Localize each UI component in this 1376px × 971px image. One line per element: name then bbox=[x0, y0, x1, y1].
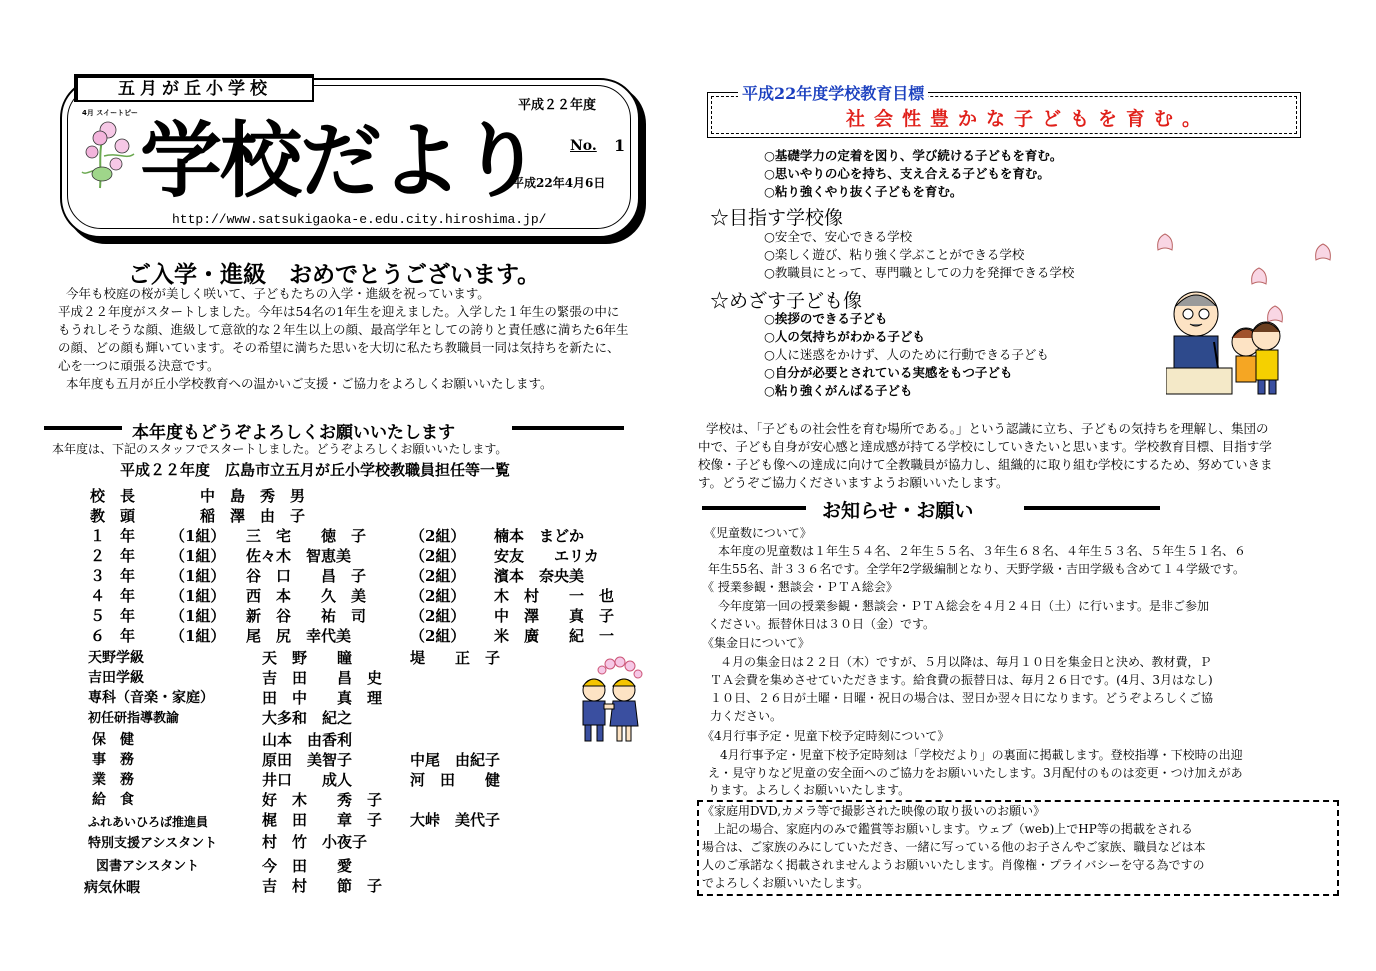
greeting-line: の顔、どの顔も輝いています。その希望に満ちた思いを大切に私たち教職員一同は気持ちを新たに、 bbox=[58, 340, 620, 355]
class-label: （2組） bbox=[410, 607, 466, 625]
issue-date: 平成22年4月6日 bbox=[512, 176, 606, 190]
goal-heading: 平成22年度学校教育目標 bbox=[738, 81, 928, 104]
grade-label: １ 年 bbox=[90, 527, 136, 545]
notice-line: え・見守りなど児童の安全面へのご協力をお願いいたします。3月配付のものは変更・つけ加えがあ bbox=[708, 766, 1243, 780]
school-url: http://www.satsukigaoka-e.edu.city.hiroshima.jp/ bbox=[172, 212, 547, 227]
teacher-name: 三 宅 徳 子 bbox=[246, 527, 367, 545]
notice-line: 今年度第一回の授業参観・懇談会・ＰＴＡ総会を４月２４日（土）に行います。是非ご参加 bbox=[706, 599, 1210, 613]
principal-illustration bbox=[1166, 282, 1286, 398]
staff-name: 田 中 真 理 bbox=[262, 689, 383, 707]
staff-table-title: 平成２２年度 広島市立五月が丘小学校教職員担任等一覧 bbox=[120, 461, 511, 479]
staff-role: 教 頭 bbox=[90, 507, 136, 525]
video-notice-heading: 《家庭用DVD,カメラ等で撮影された映像の取り扱いのお願い》 bbox=[702, 804, 1046, 818]
class-label: （2組） bbox=[410, 527, 466, 545]
notice-line: ください。振替休日は３０日（金）です。 bbox=[708, 617, 936, 631]
teacher-name: 木 村 一 也 bbox=[494, 587, 615, 605]
issue-number-label: No. bbox=[570, 138, 597, 154]
staff-name: 村 竹 小夜子 bbox=[262, 833, 368, 851]
staff-name: 山本 由香利 bbox=[262, 731, 353, 749]
goal-item: ○基礎学力の定着を図り、学び続ける子どもを育む。 bbox=[764, 148, 1063, 163]
teacher-name: 安友 エリカ bbox=[494, 547, 599, 565]
goals-paragraph-line: 学校は、「子どもの社会性を育む場所である。」という認識に立ち、子どもの気持ちを理解し、集団の bbox=[706, 421, 1269, 436]
goals-paragraph-line: す。どうぞご協力くださいますようお願いいたします。 bbox=[698, 475, 1009, 490]
school-ideal-item: ○楽しく遊び、粘り強く学ぶことができる学校 bbox=[764, 247, 1025, 262]
school-name: 五月が丘小学校 bbox=[77, 77, 313, 101]
staff-name: 吉 田 昌 史 bbox=[262, 669, 383, 687]
staff-name: 中 島 秀 男 bbox=[200, 487, 306, 505]
staff-role: 校 長 bbox=[90, 487, 136, 505]
staff-name: 天 野 瞳 bbox=[262, 649, 353, 667]
staff-role: ふれあいひろば推進員 bbox=[88, 815, 209, 829]
greeting-line: 平成２２年度がスタートしました。今年は54名の1年生を迎えました。入学した１年生の緊張の中に bbox=[58, 304, 620, 319]
class-label: （1組） bbox=[170, 547, 226, 565]
child-ideal-item: ○自分が必要とされている実感をもつ子ども bbox=[764, 365, 1013, 380]
teacher-name: 新 谷 祐 司 bbox=[246, 607, 367, 625]
class-label: （1組） bbox=[170, 587, 226, 605]
staff-role: 天野学級 bbox=[88, 650, 144, 666]
section-rule bbox=[44, 426, 122, 430]
grade-label: ３ 年 bbox=[90, 567, 136, 585]
greeting-line: もうれしそうな顔、進級して意欲的な２年生以上の顔、最高学年としての誇りと責任感に満ちた6年生 bbox=[58, 322, 629, 337]
class-label: （2組） bbox=[410, 587, 466, 605]
greeting-line: 今年も校庭の桜が美しく咲いて、子どもたちの入学・進級を祝っています。 bbox=[66, 286, 490, 301]
staff-name: 稲 澤 由 子 bbox=[200, 507, 306, 525]
teacher-name: 佐々木 智恵美 bbox=[246, 547, 352, 565]
staff-role: 吉田学級 bbox=[88, 670, 144, 686]
school-ideal-item: ○安全で、安心できる学校 bbox=[764, 229, 913, 244]
class-label: （2組） bbox=[410, 567, 466, 585]
school-ideal-item: ○教職員にとって、専門職としての力を発揮できる学校 bbox=[764, 265, 1075, 280]
staff-role: 給 食 bbox=[92, 792, 134, 808]
sweet-pea-icon bbox=[78, 116, 140, 190]
sakura-petal-icon bbox=[1154, 232, 1176, 254]
teacher-name: 楠本 まどか bbox=[494, 527, 585, 545]
goal-item: ○思いやりの心を持ち、支え合える子どもを育む。 bbox=[764, 166, 1050, 181]
staff-name-2: 河 田 健 bbox=[410, 771, 501, 789]
flower-caption: 4月 スイートピー bbox=[82, 109, 138, 117]
staff-role: 病気休暇 bbox=[84, 880, 140, 896]
greeting-line: 本年度も五月が丘小学校教育への温かいご支援・ご協力をよろしくお願いいたします。 bbox=[66, 376, 553, 391]
section-rule bbox=[702, 506, 806, 510]
notice-line: 年生55名、計３３６名です。全学年2学級編制となり、天野学級・吉田学級も含めて１４学級です。 bbox=[708, 562, 1245, 576]
grade-label: ４ 年 bbox=[90, 587, 136, 605]
video-notice-line: 上記の場合、家庭内のみで鑑賞等お願いします。ウェブ（web)上でHP等の掲載をされる bbox=[702, 822, 1193, 836]
child-ideal-item: ○人の気持ちがわかる子ども bbox=[764, 329, 925, 344]
section-rule bbox=[1024, 506, 1160, 510]
child-ideal-item: ○挨拶のできる子ども bbox=[764, 311, 888, 326]
teacher-name: 中 澤 真 子 bbox=[494, 607, 615, 625]
sakura-petal-icon bbox=[1312, 242, 1334, 264]
greeting-heading: ご入学・進級 おめでとうございます。 bbox=[128, 261, 541, 288]
notice-line: ４月の集金日は２２日（木）ですが、５月以降は、毎月１０日を集金日と決め、教材費，Ｐ bbox=[708, 655, 1212, 669]
staff-role: 業 務 bbox=[92, 772, 134, 788]
staff-name-2: 堤 正 子 bbox=[410, 649, 501, 667]
class-label: （1組） bbox=[170, 527, 226, 545]
notices-heading: お知らせ・お願い bbox=[822, 500, 974, 522]
staff-name: 井口 成人 bbox=[262, 771, 353, 789]
video-notice-line: でよろしくお願いいたします。 bbox=[702, 876, 870, 890]
teacher-name: 谷 口 昌 子 bbox=[246, 567, 367, 585]
staff-role: 初任研指導教諭 bbox=[88, 711, 180, 726]
notice-line: 本年度の児童数は１年生５４名、２年生５５名、３年生６８名、４年生５３名、５年生５１名、６ bbox=[706, 544, 1247, 558]
notice-line: 4月行事予定・児童下校予定時刻は「学校だより」の裏面に掲載します。登校指導・下校時の出迎 bbox=[708, 748, 1243, 762]
teacher-name: 濱本 奈央美 bbox=[494, 567, 585, 585]
grade-label: ５ 年 bbox=[90, 607, 136, 625]
teacher-name: 西 本 久 美 bbox=[246, 587, 367, 605]
staff-name: 梶 田 章 子 bbox=[262, 811, 383, 829]
staff-role: 事 務 bbox=[92, 752, 134, 768]
staff-name: 大多和 紀之 bbox=[262, 709, 353, 727]
staff-role: 専科（音楽・家庭） bbox=[88, 690, 214, 706]
child-ideal-item: ○人に迷惑をかけず、人のために行動できる子ども bbox=[764, 347, 1049, 362]
grade-label: ２ 年 bbox=[90, 547, 136, 565]
teacher-name: 尾 尻 幸代美 bbox=[246, 627, 352, 645]
goal-item: ○粘り強くやり抜く子どもを育む。 bbox=[764, 184, 963, 199]
notice-subheading: 《 授業参観・懇談会・ＰＴＡ総会》 bbox=[702, 580, 898, 594]
staff-name-2: 大峠 美代子 bbox=[410, 811, 501, 829]
staff-name: 原田 美智子 bbox=[262, 751, 353, 769]
notice-subheading: 《集金日について》 bbox=[702, 636, 810, 650]
staff-intro: 本年度は、下記のスタッフでスタートしました。どうぞよろしくお願いいたします。 bbox=[52, 442, 508, 456]
staff-role: 図書アシスタント bbox=[96, 859, 200, 874]
staff-role: 特別支援アシスタント bbox=[88, 836, 218, 851]
class-label: （1組） bbox=[170, 627, 226, 645]
newsletter-title: 学校だより bbox=[140, 114, 541, 209]
child-ideal-heading: ☆めざす子ども像 bbox=[710, 290, 863, 312]
section-rule bbox=[512, 426, 624, 430]
staff-name-2: 中尾 由紀子 bbox=[410, 751, 501, 769]
class-label: （2組） bbox=[410, 627, 466, 645]
staff-name: 今 田 愛 bbox=[262, 857, 353, 875]
staff-name: 好 木 秀 子 bbox=[262, 791, 383, 809]
notice-line: ＴＡ会費を集めさせていただきます。給食費の振替日は、毎月２６日です。(4月、3月はなし) bbox=[710, 673, 1213, 687]
grade-label: ６ 年 bbox=[90, 627, 136, 645]
class-label: （1組） bbox=[170, 567, 226, 585]
teacher-name: 米 廣 紀 一 bbox=[494, 627, 615, 645]
fiscal-year: 平成２２年度 bbox=[518, 98, 597, 113]
goals-paragraph-line: 校像・子ども像への達成に向けて全教職員が協力し、組織的に取り組む学校にするため、努めていきま bbox=[698, 457, 1273, 472]
class-label: （2組） bbox=[410, 547, 466, 565]
notice-line: 力ください。 bbox=[710, 709, 783, 723]
video-notice-line: 場合は、ご家族のみにしていただき、一緒に写っている他のお子さんやご家族、職員などは本 bbox=[702, 840, 1206, 854]
video-notice-line: 人のご承諾なく掲載されませんようお願いいたします。肖像権・プライバシーを守る為ですの bbox=[702, 858, 1205, 872]
greeting-line: 心を一つに頑張る決意です。 bbox=[58, 358, 220, 373]
class-label: （1組） bbox=[170, 607, 226, 625]
notice-subheading: 《4月行事予定・児童下校予定時刻について》 bbox=[702, 729, 950, 743]
school-motto: 社会性豊かな子どもを育む。 bbox=[846, 108, 1211, 130]
issue-number: 1 bbox=[614, 136, 626, 155]
staff-name: 吉 村 節 子 bbox=[262, 877, 383, 895]
students-illustration bbox=[566, 654, 658, 748]
staff-role: 保 健 bbox=[92, 732, 134, 748]
notice-line: ります。よろしくお願いいたします。 bbox=[708, 783, 911, 797]
notice-line: １０日、２６日が土曜・日曜・祝日の場合は、翌日か翌々日になります。どうぞよろしくご協 bbox=[710, 691, 1214, 705]
school-ideal-heading: ☆目指す学校像 bbox=[710, 207, 844, 229]
goals-paragraph-line: 中で、子ども自身が安心感と達成感が持てる学校にしていきたいと思います。学校教育目標、目指す学 bbox=[698, 439, 1272, 454]
child-ideal-item: ○粘り強くがんばる子ども bbox=[764, 383, 913, 398]
staff-heading: 本年度もどうぞよろしくお願いいたします bbox=[132, 423, 455, 443]
notice-subheading: 《児童数について》 bbox=[704, 526, 812, 540]
